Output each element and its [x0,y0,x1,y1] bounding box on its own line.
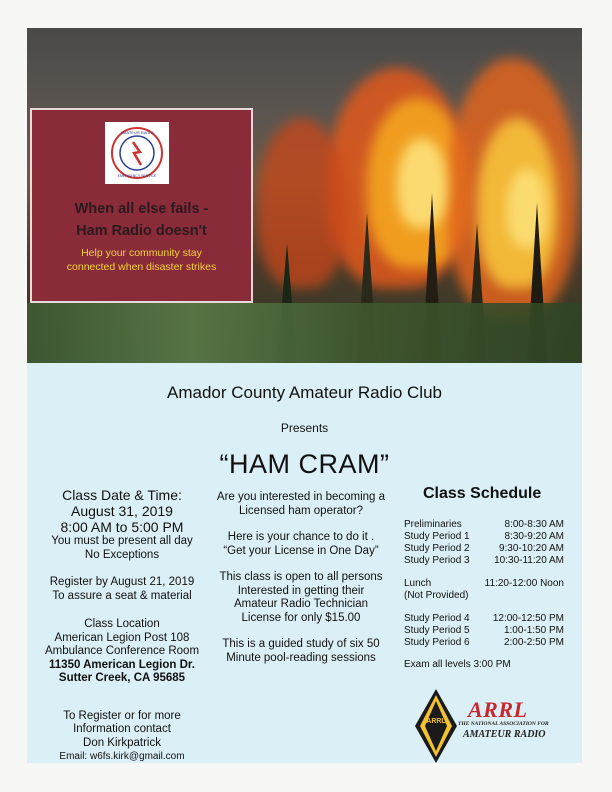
presents-label: Presents [280,421,329,435]
promo-subline: Help your community stay connected when disaster strikes [66,247,217,273]
arrl-tagline: THE NATIONAL ASSOCIATION FOR [458,721,549,727]
class-date: August 31, 2019 [71,503,173,519]
ares-logo [105,122,169,184]
left-column: Class Date & Time: August 31, 2019 8:00 AM to 5:00 PM You must be present all day No Exceptions Register by August 21, 2019 To assure a seat & material Class Location American Legion Post 108 Ambulance Conference Room 11350 American Legion Dr. Sutter Creek, CA 95685 To Register or for more Information contact Don Kirkpatrick Email: w6fs.kirk@gmail.com [27,487,217,763]
address-line-1: 11350 American Legion Dr. [49,658,195,671]
diamond-letters: ARRL [426,718,446,725]
contact-email[interactable]: Email: w6fs.kirk@gmail.com [59,751,185,762]
address-line-2: Sutter Creek, CA 95685 [58,672,186,684]
arrl-tagline-2: AMATEUR RADIO [463,729,546,740]
club-name: Amador County Amateur Radio Club [167,383,442,402]
arrl-diamond-logo [413,687,459,770]
register-deadline: Register by August 21, 2019 [49,576,195,588]
arrl-name: ARRL [468,697,528,722]
promo-headline: When all else fails - Ham Radio doesn't [74,201,209,239]
contact-name: Don Kirkpatrick [83,736,161,749]
info-panel: Amador County Amateur Radio Club Presents “HAM CRAM” Class Date & Time: August 31, 2019 8:00 AM to 5:00 PM You must be present all day No Exceptions Register by August 21, 2019 To assure a seat & material Class Location American Legion Post 108 Ambulance Conference Room 11350 American Legion Dr. Sutter Creek, CA 95685 To Register or for more Information contact Don Kirkpatrick Email: w6fs.kirk@gmail.com Are you interested in becoming a Licensed ham operator? Here is your chance to do it . “Get your License in One Day” This class is open to all persons Interested in getting their Amateur Radio Technician License for only $15.00 This is a guided study of six 50 Minute pool-reading sessions Class Schedule Preliminaries 8:00-8:30 AM Study Period 1 8:30-9:20 AM Study Period 2 9:30-10:20 AM Study Period 3 10:30-11:20 AM Lunch 11:20-12:00 Noon (Not Provided) Study Period 4 12:00-12:50 PM Study Period 5 1:00-1:50 PM Study Period 6 2:00-2:50 PM Exam all levels 3:00 PM [27,363,582,763]
ares-logo-top-text: AMATEUR RADIO [120,130,154,135]
location-label: Class Location [84,618,160,630]
class-time: 8:00 AM to 5:00 PM [60,519,184,535]
ares-logo-bottom-text: EMERGENCY SERVICE [117,174,157,178]
event-title: “HAM CRAM” [219,449,390,479]
middle-column: Are you interested in becoming a Licensed ham operator? Here is your chance to do it . “Get your License in One Day” This class is open to all persons Interested in getting their Amateur Radio Technician License for only $15.00 This is a guided study of six 50 Minute pool-reading sessions [216,491,386,664]
class-date-label: Class Date & Time: [62,487,182,503]
schedule-title: Class Schedule [423,485,542,502]
promo-box [30,108,253,303]
